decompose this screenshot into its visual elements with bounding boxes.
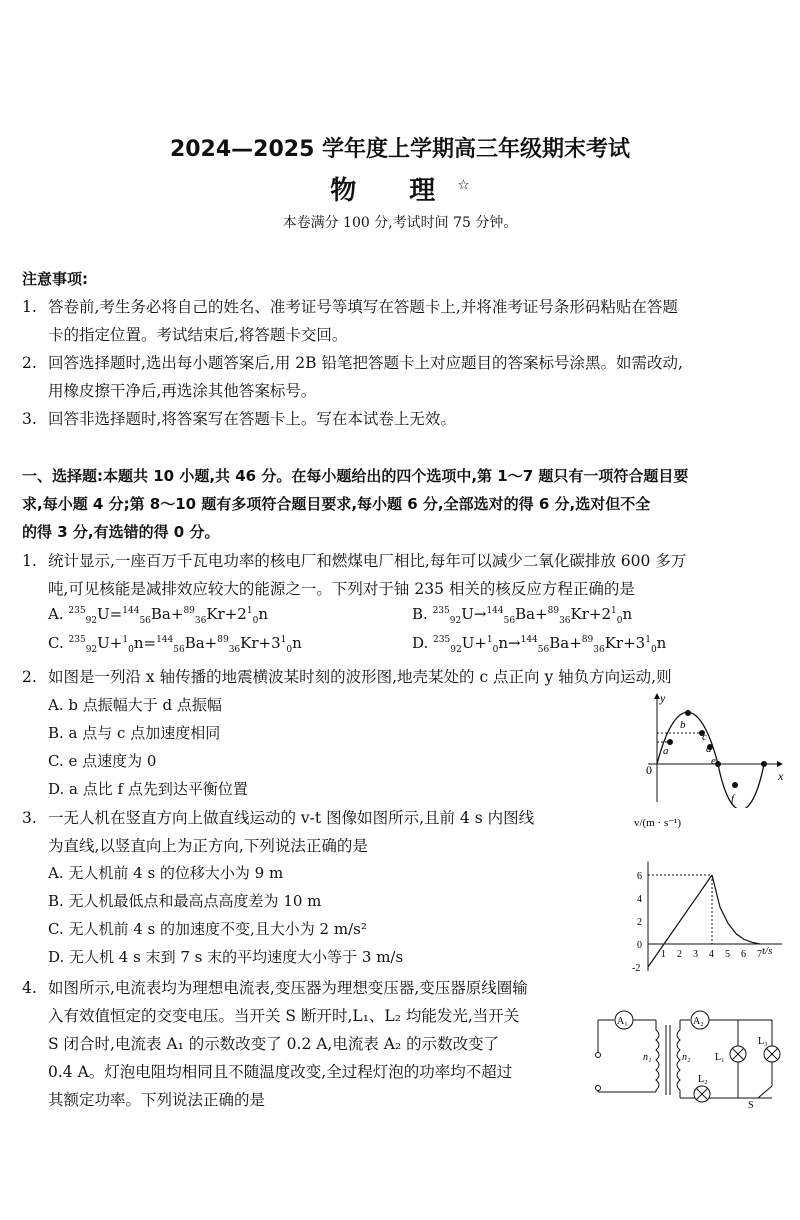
y-tick-label: 4: [637, 894, 642, 905]
notice-item-1-cont: 卡的指定位置。考试结束后,将答题卡交回。: [48, 326, 348, 344]
q3-option-b: B. 无人机最低点和最高点高度差为 10 m: [48, 892, 322, 910]
q1-option-c: C. $^{235}_{92}U+^1_0n=^{144}_{56}Ba+^{89}_{36}Kr+3^1_0n$: [48, 634, 302, 655]
q3-stem-cont: 为直线,以竖直向上为正方向,下列说法正确的是: [48, 837, 368, 855]
y-tick-label: 0: [637, 940, 642, 951]
y-tick-label: -2: [632, 963, 641, 974]
x-tick-label: 2: [677, 949, 682, 960]
q2-option-d: D. a 点比 f 点先到达平衡位置: [48, 780, 248, 798]
point-b: [685, 710, 691, 716]
q1-option-a: A. $^{235}_{92}U=^{144}_{56}Ba+^{89}_{36}Kr+2^1_0n$: [48, 605, 268, 626]
svg-text:L₁: L₁: [715, 1052, 725, 1063]
origin-label: 0: [646, 763, 652, 777]
q3-option-a: A. 无人机前 4 s 的位移大小为 9 m: [48, 864, 284, 882]
point-end: [761, 761, 767, 767]
x-tick-label: 1: [661, 949, 666, 960]
x-tick-label: 3: [693, 949, 698, 960]
svg-text:S: S: [748, 1100, 754, 1110]
star-mark: ☆: [457, 177, 470, 194]
y-tick-label: 6: [637, 871, 642, 882]
svg-text:n₁: n₁: [643, 1052, 652, 1063]
svg-text:c: c: [702, 731, 707, 743]
q1-stem: 1. 统计显示,一座百万千瓦电功率的核电厂和燃煤电厂相比,每年可以减少二氧化碳排放 600 多万: [22, 552, 687, 570]
subject-title: [0, 170, 800, 207]
vt-chart: [620, 812, 790, 980]
y-tick-label: 2: [637, 917, 642, 928]
q2-stem: 2. 如图是一列沿 x 轴传播的地震横波某时刻的波形图,地壳某处的 c 点正向 y 轴负方向运动,则: [22, 668, 672, 686]
svg-text:L₃: L₃: [758, 1036, 768, 1047]
q3-option-c: C. 无人机前 4 s 的加速度不变,且大小为 2 m/s²: [48, 920, 367, 938]
wave-figure: [640, 690, 790, 808]
notice-item-2-cont: 用橡皮擦干净后,再选涂其他答案标号。: [48, 382, 317, 400]
svg-text:e: e: [711, 755, 716, 767]
svg-text:A₁: A₁: [617, 1016, 628, 1027]
q3-stem: 3. 一无人机在竖直方向上做直线运动的 v-t 图像如图所示,且前 4 s 内图线: [22, 809, 535, 827]
x-tick-label: 5: [725, 949, 730, 960]
primary-coil: [656, 1030, 659, 1090]
point-f: [732, 782, 738, 788]
svg-text:b: b: [680, 719, 686, 731]
q4-stem-l2: 入有效值恒定的交变电压。当开关 S 断开时,L₁、L₂ 均能发光,当开关: [48, 1007, 520, 1025]
section-heading-line3: 的得 3 分,有选错的得 0 分。: [22, 523, 220, 541]
svg-text:A₂: A₂: [693, 1016, 704, 1027]
q4-stem: 4. 如图所示,电流表均为理想电流表,变压器为理想变压器,变压器原线圈输: [22, 979, 528, 997]
full-score-note: 本卷满分 100 分,考试时间 75 分钟。: [282, 215, 518, 231]
q3-option-d: D. 无人机 4 s 末到 7 s 末的平均速度大小等于 3 m/s: [48, 948, 404, 966]
notice-item-1: 1. 答卷前,考生务必将自己的姓名、准考证号等填写在答题卡上,并将准考证号条形码粘贴在答题: [22, 298, 678, 316]
y-axis-label: y: [660, 691, 666, 705]
svg-text:d: d: [706, 743, 712, 755]
x-tick-label: 4: [709, 949, 714, 960]
q4-stem-l5: 其额定功率。下列说法正确的是: [48, 1091, 266, 1109]
svg-text:L₂: L₂: [698, 1074, 708, 1085]
secondary-coil: [677, 1030, 680, 1090]
q4-stem-l3: S 闭合时,电流表 A₁ 的示数改变了 0.2 A,电流表 A₂ 的示数改变了: [48, 1035, 500, 1053]
q1-option-d: D. $^{235}_{92}U+^1_0n\to^{144}_{56}Ba+^{89}_{36}Kr+3^1_0n$: [412, 634, 667, 655]
chart-ylabel: v/(m · s⁻¹): [634, 817, 681, 829]
q1-option-b: B. $^{235}_{92}U\to^{144}_{56}Ba+^{89}_{36}Kr+2^1_0n$: [412, 605, 633, 626]
q2-option-b: B. a 点与 c 点加速度相同: [48, 724, 221, 742]
x-tick-label: 7: [757, 949, 762, 960]
notice-heading: 注意事项:: [22, 270, 88, 288]
x-axis-label: x: [778, 769, 784, 783]
subject-name: 物 理: [330, 176, 458, 206]
section-heading-line2: 求,每小题 4 分;第 8～10 题有多项符合题目要求,每小题 6 分,全部选对的得 6 分,选对但不全: [22, 495, 651, 513]
point-e: [715, 761, 721, 767]
notice-item-3: 3. 回答非选择题时,将答案写在答题卡上。写在本试卷上无效。: [22, 410, 456, 428]
switch-s: [758, 1086, 772, 1098]
series-decay: [712, 875, 760, 944]
svg-text:f: f: [731, 793, 735, 805]
svg-text:a: a: [663, 745, 669, 757]
chart-xlabel: t/s: [762, 945, 773, 957]
q2-option-c: C. e 点速度为 0: [48, 752, 157, 770]
notice-item-2: 2. 回答选择题时,选出每小题答案后,用 2B 铅笔把答题卡上对应题目的答案标号涂黑。如需改动,: [22, 354, 683, 372]
transformer-circuit: [590, 1010, 790, 1110]
q1-stem-cont: 吨,可见核能是减排效应较大的能源之一。下列对于铀 235 相关的核反应方程正确的是: [48, 580, 635, 598]
section-heading-line1: 一、选择题:本题共 10 小题,共 46 分。在每小题给出的四个选项中,第 1～7 题只有一项符合题目要: [22, 467, 689, 485]
svg-text:n₂: n₂: [682, 1052, 691, 1063]
exam-title: 2024—2025 学年度上学期高三年级期末考试: [169, 137, 631, 162]
q4-stem-l4: 0.4 A。灯泡电阻均相同且不随温度改变,全过程灯泡的功率均不超过: [48, 1063, 513, 1081]
q2-option-a: A. b 点振幅大于 d 点振幅: [48, 696, 222, 714]
x-tick-label: 6: [741, 949, 746, 960]
